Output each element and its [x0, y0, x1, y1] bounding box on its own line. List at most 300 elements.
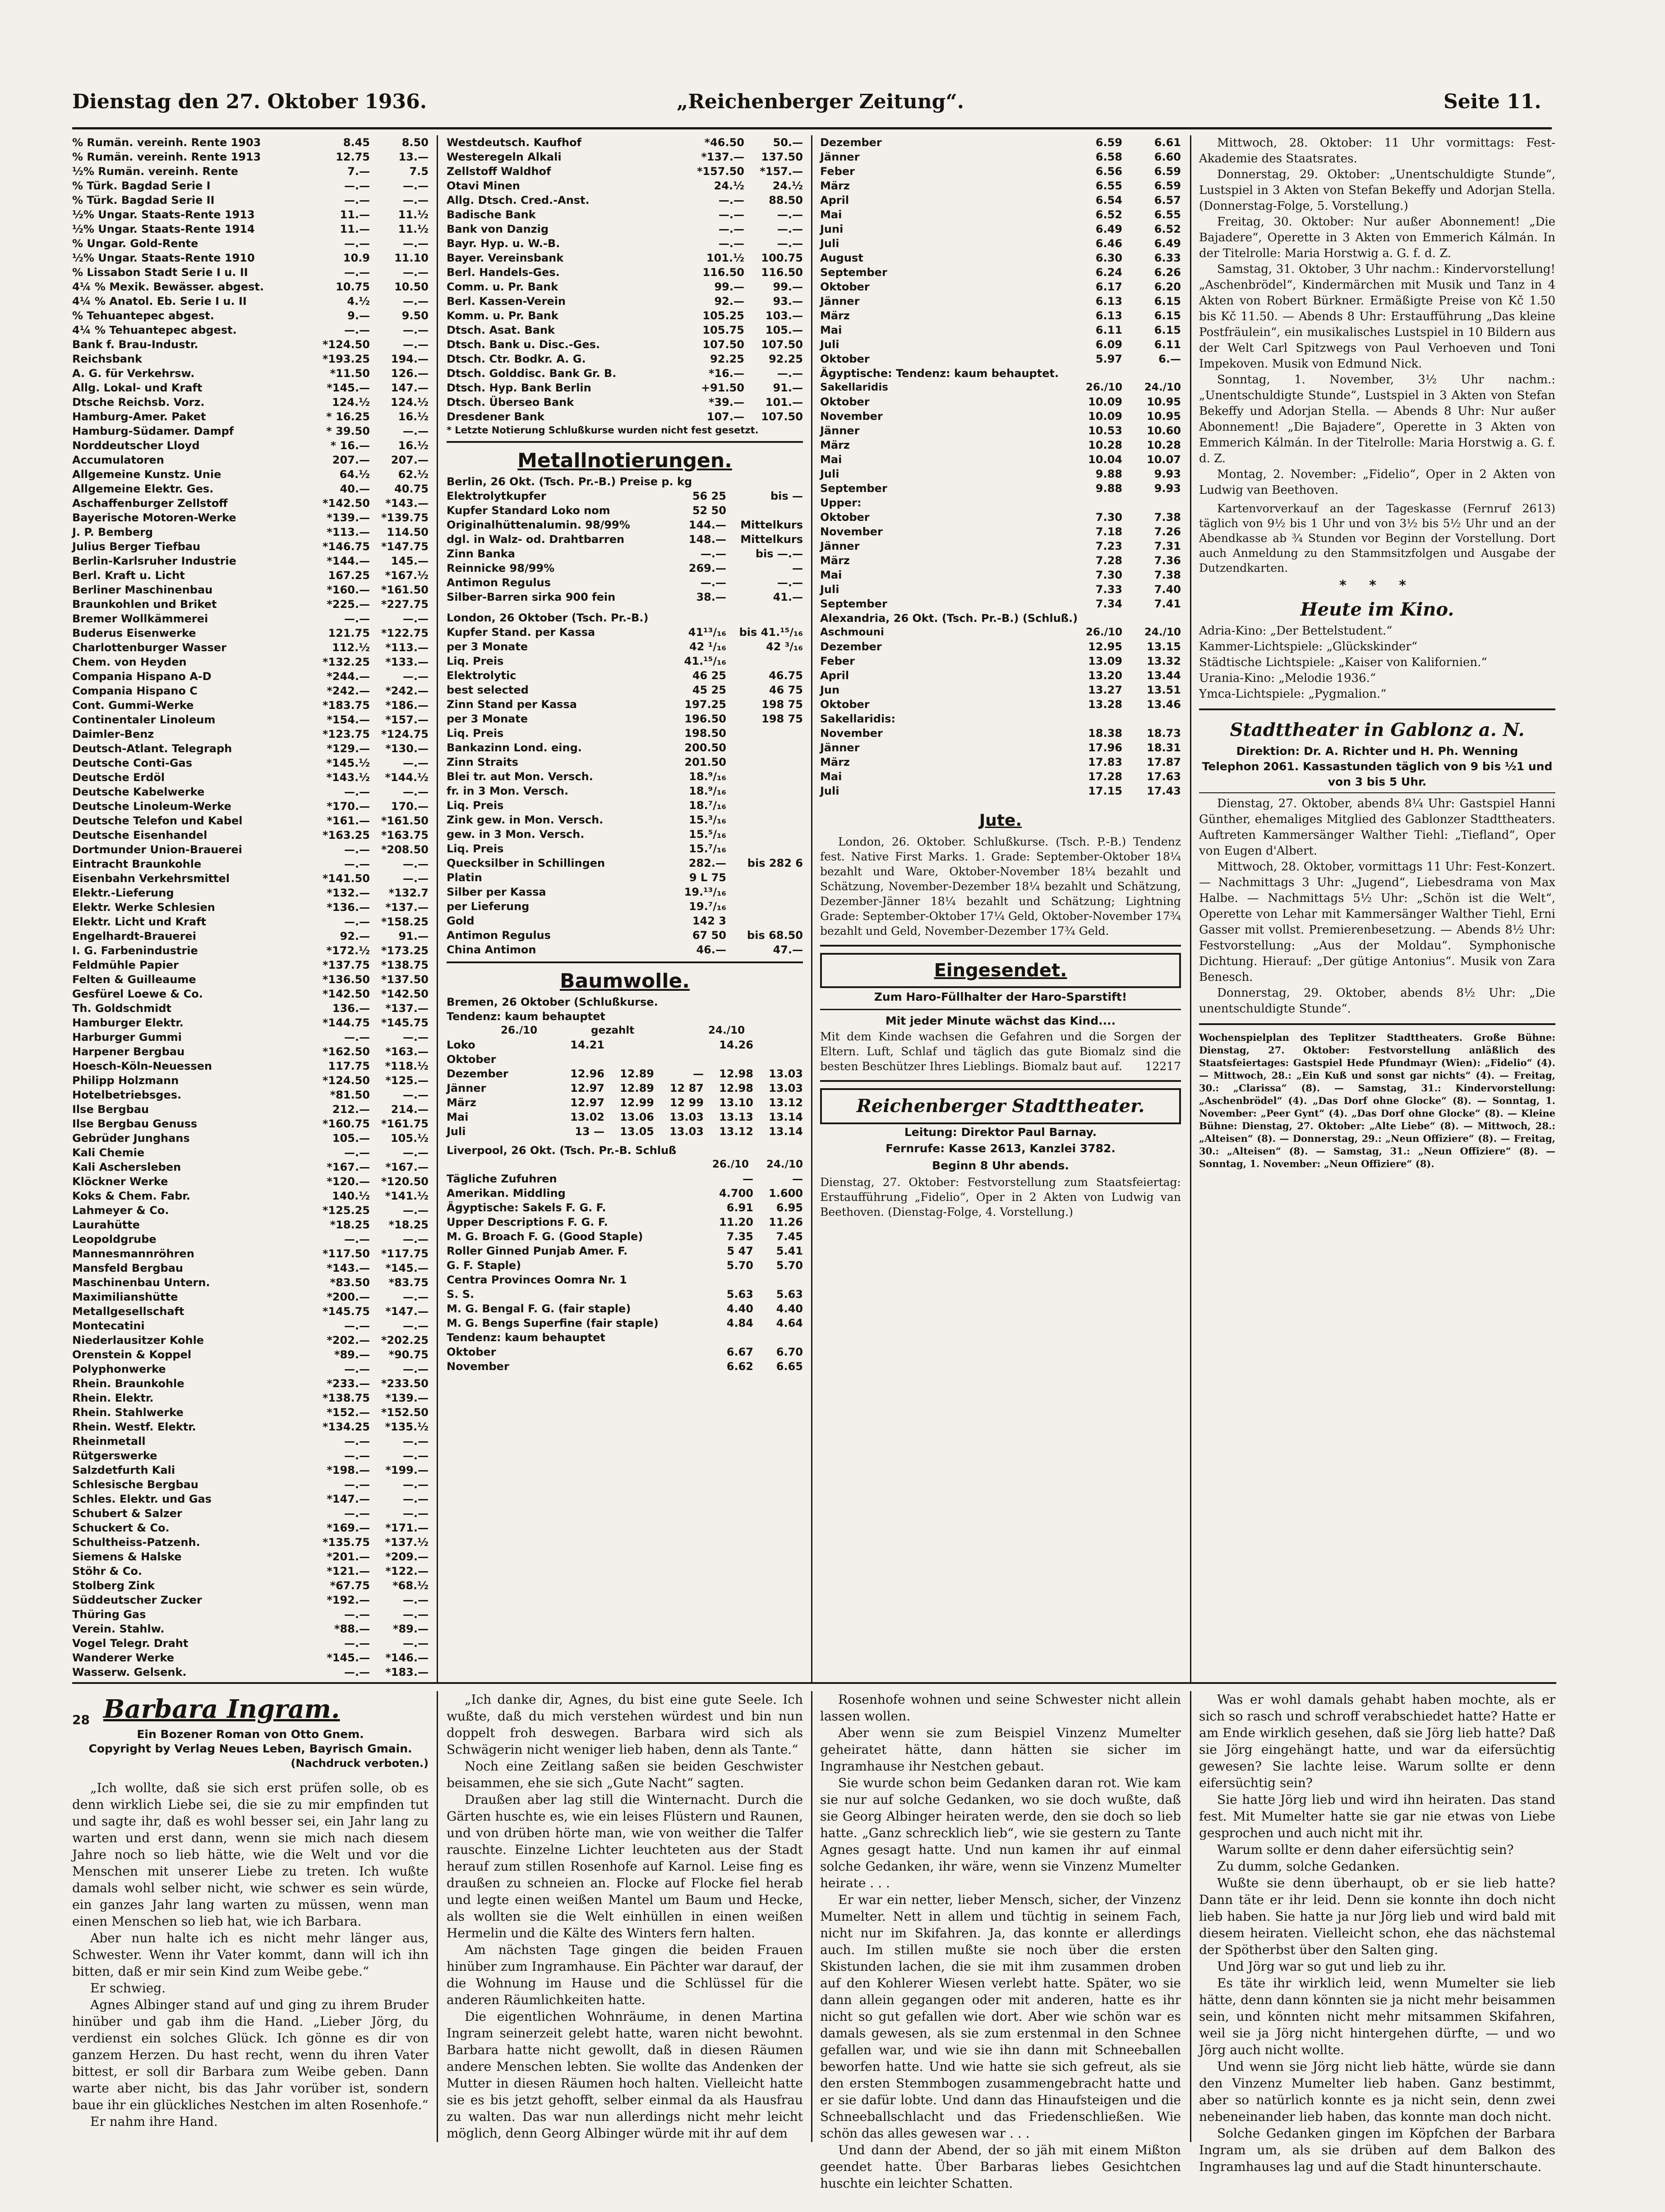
cotton-row-cell: 12.96 — [570, 1067, 604, 1080]
stock-row-cell: 112.½ — [332, 641, 370, 654]
stock-row-cell: 10.9 — [343, 252, 370, 264]
stock-row-cell: *186.— — [385, 699, 429, 712]
stock-row — [72, 482, 429, 496]
novel-paragraph: Solche Gedanken gingen im Köpfchen der Barbara Ingram um, als sie drüben auf dem Balkon des Ingramhauses lag und auf die Stadt hinunterschaute. — [1199, 2126, 1555, 2174]
stock-row-cell: *146.— — [385, 1651, 429, 1664]
stock-row-cell: Dtsch. Überseo Bank — [447, 396, 574, 409]
future-row-cell: 10.95 — [1147, 410, 1181, 423]
stock-row — [72, 1218, 429, 1232]
metal-row — [447, 798, 803, 813]
cotton-tendenz: Tendenz: kaum behauptet — [447, 1010, 605, 1023]
stock-row-cell: Ilse Bergbau — [72, 1103, 149, 1116]
future-row — [820, 568, 1181, 582]
stock-row-cell: —.— — [402, 670, 429, 683]
cotton-row — [447, 1110, 803, 1124]
stock-row-cell: Bayr. Hyp. u. W.-B. — [447, 237, 560, 250]
stock-row-cell: Süddeutscher Zucker — [72, 1594, 202, 1606]
stock-row-cell: *227.75 — [381, 598, 429, 611]
stock-row-cell: 121.75 — [328, 627, 370, 639]
stock-row-cell: Daimler-Benz — [72, 728, 154, 740]
cotton-row-cell: 5.63 — [776, 1288, 803, 1301]
header-page-number: Seite 11. — [1444, 90, 1541, 113]
stock-row-cell: Thüring Gas — [72, 1608, 146, 1621]
stock-row-cell: 107.50 — [702, 338, 744, 351]
stock-row-cell: Montecatini — [72, 1320, 145, 1332]
metal-london-head: London, 26 Oktober (Tsch. Pr.-B.) — [447, 612, 649, 624]
metal-row-cell: Bankazinn Lond. eing. — [447, 741, 582, 754]
stock-row-cell: ½% Rumän. vereinh. Rente — [72, 165, 239, 178]
stock-row-cell: *46.50 — [704, 136, 744, 149]
future-row-cell: 6.57 — [1154, 194, 1181, 207]
stock-row-cell: —.— — [402, 612, 429, 625]
jute-title: Jute. — [979, 811, 1022, 830]
stock-row-cell: *137.75 — [322, 959, 370, 971]
future-row-cell: Dezember — [820, 136, 882, 149]
stock-row-cell: 116.50 — [761, 266, 803, 279]
metal-row-cell: 200.50 — [684, 741, 726, 754]
cotton-row — [447, 1258, 803, 1273]
future-row-cell: Juli — [820, 237, 839, 250]
section-rule — [1199, 1023, 1555, 1025]
stock-row-cell: *157.— — [760, 165, 803, 178]
future-row — [820, 467, 1181, 481]
future-row-cell: 10.60 — [1147, 424, 1181, 437]
stock-row — [72, 424, 429, 438]
stock-row-cell: Badische Bank — [447, 208, 536, 221]
future-row — [820, 308, 1181, 323]
cotton-row — [447, 1359, 803, 1374]
future-row-cell: 7.18 — [1095, 525, 1122, 538]
metal-row-cell: Zink gew. in Mon. Versch. — [447, 814, 604, 826]
cotton-row-cell: 5.70 — [776, 1259, 803, 1272]
stock-row-cell: —.— — [402, 1435, 429, 1448]
novel-paragraph: Warum sollte er denn daher eifersüchtig sein? — [1217, 1842, 1514, 1857]
future-row — [820, 438, 1181, 452]
future-row-cell: Feber — [820, 655, 855, 667]
stock-row-cell: 4¼ % Mexik. Bewässer. abgest. — [72, 281, 264, 293]
stock-row-cell: *68.½ — [392, 1579, 429, 1592]
stock-row-cell: *157.50 — [696, 165, 744, 178]
cotton-row-cell: 6.95 — [776, 1201, 803, 1214]
future-row-cell: 7.31 — [1154, 540, 1181, 552]
stock-row — [447, 236, 803, 251]
cotton-row-cell: M. G. Bengal F. G. (fair staple) — [447, 1302, 631, 1315]
stock-row-cell: 124.½ — [390, 396, 429, 409]
stock-row-cell: 167.25 — [328, 569, 370, 582]
metal-row — [447, 726, 803, 740]
metal-row-cell — [726, 503, 803, 518]
metal-row-cell — [726, 740, 803, 755]
metal-row-cell: Elektrolytic — [447, 669, 517, 682]
novel-title: Barbara Ingram. — [103, 1694, 340, 1724]
stock-row-cell: *202.25 — [381, 1334, 429, 1347]
stock-row — [72, 857, 429, 871]
metal-row-cell — [726, 755, 803, 769]
metal-row-cell: Silber per Kassa — [447, 886, 546, 898]
novel-paragraph: Noch eine Zeitlang saßen sie beiden Geschwister beisammen, ehe sie sich „Gute Nacht“ sagten. — [447, 1759, 803, 1790]
theater-entry: Mittwoch, 28. Oktober: 11 Uhr vormittags: Fest-Akademie des Staatsrates. — [1199, 136, 1555, 166]
metal-row-cell: 46.75 — [769, 669, 803, 682]
stock-row-cell: *137.50 — [381, 973, 429, 986]
stock-row — [447, 179, 803, 193]
future-row-cell: 6.55 — [1154, 208, 1181, 221]
stock-row-cell: *154.— — [327, 713, 370, 726]
future-row-cell: 7.28 — [1095, 554, 1122, 567]
future-row-cell: März — [820, 439, 850, 451]
kino-title: Heute im Kino. — [1300, 599, 1454, 620]
future-row-cell: 6.20 — [1154, 281, 1181, 293]
cotton-row-cell: 6.65 — [776, 1360, 803, 1373]
future-row — [820, 582, 1181, 597]
stock-row-cell: 13.— — [398, 151, 429, 163]
stock-row-cell: Koks & Chem. Fabr. — [72, 1190, 190, 1202]
future-row-cell: September — [820, 482, 887, 495]
cotton-row-cell — [604, 1038, 654, 1052]
stock-row-cell: Eintracht Braunkohle — [72, 858, 202, 870]
stock-row — [447, 381, 803, 395]
stock-row — [72, 886, 429, 900]
stock-row-cell: Laurahütte — [72, 1219, 140, 1231]
stock-row-cell: Allgemeine Kunstz. Unie — [72, 468, 221, 481]
stock-row-cell: Compania Hispano A-D — [72, 670, 212, 683]
novel-paragraph: Und wenn sie Jörg nicht lieb hätte, würde sie dann den Vinzenz Mumelter lieb haben. Ganz bestimmt, aber so natürlich konnte es ja nicht sein, denn zwei nebeneinander lieb haben, das konnte man doch nicht. — [1199, 2059, 1555, 2124]
stock-row — [72, 1347, 429, 1362]
stock-row-cell: *137.— — [385, 1002, 429, 1015]
stock-row-cell: Continentaler Linoleum — [72, 713, 216, 726]
future-row-cell: 17.43 — [1147, 785, 1181, 797]
cotton-row-cell: Mai — [447, 1111, 469, 1123]
stock-row — [72, 539, 429, 554]
stock-row — [72, 1420, 429, 1434]
stock-row-cell: Maximilianshütte — [72, 1291, 178, 1303]
cotton-row-cell — [555, 1052, 604, 1067]
stock-row-cell: Chem. von Heyden — [72, 656, 187, 668]
stock-row-cell: Orenstein & Koppel — [72, 1348, 192, 1361]
metal-row — [447, 683, 803, 697]
metal-row-cell: bis 68.50 — [747, 929, 803, 942]
stock-row-cell: *139.— — [385, 1392, 429, 1404]
cotton-row-cell: Tägliche Zufuhren — [447, 1173, 557, 1185]
theater-entry: Montag, 2. November: „Fidelio“, Oper in 2 Akten von Ludwig van Beethoven. — [1199, 468, 1555, 497]
metal-row-cell: —.— — [777, 576, 803, 589]
stock-row-cell: *130.— — [385, 742, 429, 755]
metal-row-cell: Antimon Regulus — [447, 929, 551, 942]
stock-row-cell: Mansfeld Bergbau — [72, 1262, 183, 1274]
cotton-row-cell: 12.99 — [620, 1096, 654, 1109]
cotton-liverpool-head: Liverpool, 26 Okt. (Tsch. Pr.-B. Schluß — [447, 1144, 677, 1157]
metal-row-cell: bis 41.¹⁵/₁₆ — [739, 626, 803, 639]
future-row-cell: 6.60 — [1154, 151, 1181, 163]
cotton-row-cell — [704, 1052, 753, 1067]
stock-row-cell: *145.— — [327, 1651, 370, 1664]
stock-row-cell: Hoesch-Köln-Neuessen — [72, 1060, 212, 1072]
future-row-cell: Mai — [820, 324, 842, 336]
stock-row-cell: —.— — [718, 223, 744, 235]
stock-row-cell: *135.½ — [385, 1421, 429, 1433]
stock-row-cell: 92.25 — [769, 353, 803, 365]
future-row-cell: 6.55 — [1095, 179, 1122, 192]
stock-row-cell: Th. Goldschmidt — [72, 1002, 172, 1015]
stock-row-cell: *120.50 — [381, 1175, 429, 1188]
metal-row — [447, 654, 803, 668]
stock-row-cell: A. G. für Verkehrsw. — [72, 367, 195, 380]
gablonz-entry: Dienstag, 27. Oktober, abends 8¼ Uhr: Gastspiel Hanni Günther, ehemaliges Mitglied des Gablonzer Stadttheaters. Auftreten Kammersänger Walther Tiehl: „Tiefland“, Oper von Eugen d'Albert. — [1199, 797, 1555, 858]
novel-paragraph: Am nächsten Tage gingen die beiden Frauen hinüber zum Ingramhause. Ein Pächter war darauf, der die Wohnung im Hause und die Schlüssel für die anderen Räumlichkeiten hatte. — [447, 1942, 803, 2007]
stock-row — [72, 1521, 429, 1535]
section-rule — [72, 1682, 1556, 1684]
future-row — [820, 409, 1181, 423]
header-paper-title: „Reichenberger Zeitung“. — [677, 90, 964, 113]
metal-row-cell: 148.— — [688, 533, 726, 546]
metal-row-cell — [726, 827, 803, 842]
future-row-cell: Oktober — [820, 511, 870, 524]
future-row-cell: 6.59 — [1154, 165, 1181, 178]
kino-entry: Kammer-Lichtspiele: „Glückskinder“ — [1199, 640, 1418, 653]
theater-fernruf: Fernrufe: Kasse 2613, Kanzlei 3782. — [886, 1142, 1116, 1155]
future-row — [820, 337, 1181, 352]
stock-row — [447, 251, 803, 265]
stock-row-cell: —.— — [402, 786, 429, 798]
cotton-row-cell — [753, 1052, 803, 1067]
stock-row-cell: 99.— — [714, 281, 744, 293]
stock-row-cell: Cont. Gummi-Werke — [72, 699, 194, 712]
future-row-cell: Dezember — [820, 640, 882, 653]
stock-row-cell: *136.50 — [322, 973, 370, 986]
stock-row-cell: Salzdetfurth Kali — [72, 1464, 175, 1476]
future-row-cell: 6.17 — [1095, 281, 1122, 293]
kino-entry: Adria-Kino: „Der Bettelstudent.“ — [1199, 624, 1393, 638]
future-row-cell: März — [820, 179, 850, 192]
future-row — [820, 150, 1181, 164]
theater-title: Reichenberger Stadttheater. — [856, 1095, 1145, 1117]
column-divider — [437, 1691, 438, 2142]
cotton-row-cell: 12.97 — [570, 1096, 604, 1109]
stock-row-cell: —.— — [402, 1449, 429, 1462]
stock-row-cell: 207.— — [391, 454, 429, 466]
stock-row-cell: 11.10 — [394, 252, 429, 264]
stock-row-cell: *201.— — [327, 1550, 370, 1563]
stock-row-cell: Elektr.-Lieferung — [72, 887, 174, 899]
future-row-cell: 9.88 — [1095, 468, 1122, 480]
stock-row-cell: Metallgesellschaft — [72, 1305, 184, 1318]
metal-row-cell: Liq. Preis — [447, 842, 504, 855]
metal-row-cell: Liq. Preis — [447, 799, 504, 812]
cotton-row-cell: 4.64 — [776, 1317, 803, 1329]
stock-row-cell: —.— — [777, 223, 803, 235]
future-row — [820, 740, 1181, 755]
stock-row-cell: —.— — [402, 179, 429, 192]
future-row-cell: 6.52 — [1154, 223, 1181, 235]
stock-row-cell: Braunkohlen und Briket — [72, 598, 217, 611]
novel-installment: 28 — [72, 1712, 90, 1727]
novel-paragraph: Und Jörg war so gut und lieb zu ihr. — [1217, 1959, 1447, 1974]
stock-row-cell: * 39.50 — [326, 425, 370, 437]
future-row-cell: Oktober — [820, 281, 870, 293]
future-row — [820, 352, 1181, 366]
stock-row-cell: 10.50 — [394, 281, 429, 293]
stock-row-cell: 207.— — [332, 454, 370, 466]
stock-row — [72, 1131, 429, 1145]
stock-row — [72, 323, 429, 337]
stock-row-cell: Aschaffenburger Zellstoff — [72, 497, 228, 510]
future-row — [820, 697, 1181, 712]
metal-row-cell: 269.— — [688, 562, 726, 575]
cotton-row-cell: 13.06 — [620, 1111, 654, 1123]
stock-row — [72, 1376, 429, 1391]
stock-row-cell: *132.25 — [322, 656, 370, 668]
stock-row-cell: *142.50 — [381, 988, 429, 1000]
stock-row — [72, 395, 429, 409]
stock-row-cell: Bayer. Vereinsbank — [447, 252, 564, 264]
stock-row-cell: *138.75 — [381, 959, 429, 971]
cotton-row-cell: Ägyptische: Sakels F. G. F. — [447, 1201, 606, 1214]
stock-row-cell: *123.75 — [322, 728, 370, 740]
stock-row-cell: Komm. u. Pr. Bank — [447, 309, 558, 322]
future-row-cell: 7.26 — [1154, 525, 1181, 538]
future-row-cell: 13.46 — [1147, 698, 1181, 711]
stock-row — [72, 453, 429, 467]
stock-row-cell: *183.— — [385, 1666, 429, 1679]
future-row-cell: 6.11 — [1095, 324, 1122, 336]
stock-row — [72, 438, 429, 453]
metal-row-cell: 282.— — [688, 857, 726, 869]
cotton-row — [447, 1038, 803, 1052]
stock-row-cell: 140.½ — [332, 1190, 370, 1202]
stock-row-cell: *242.— — [327, 685, 370, 697]
stock-row — [72, 1665, 429, 1679]
metal-row-cell: 46 25 — [692, 669, 726, 682]
cotton-row — [447, 1081, 803, 1095]
stock-row-cell: Deutsche Conti-Gas — [72, 757, 193, 769]
metal-row — [447, 899, 803, 914]
stock-row-cell: *143.½ — [326, 771, 370, 784]
column-divider — [811, 1691, 812, 2142]
metal-row — [447, 856, 803, 870]
stock-row-cell: *152.50 — [381, 1406, 429, 1419]
metal-row — [447, 639, 803, 654]
cotton-row-cell: M. G. Bengs Superfine (fair staple) — [447, 1317, 659, 1329]
stock-row-cell: 8.45 — [343, 136, 370, 149]
future-row-cell: März — [820, 309, 850, 322]
cotton-row-cell: 1.600 — [769, 1187, 803, 1200]
stock-row-cell: *11.50 — [330, 367, 370, 380]
stock-row — [72, 655, 429, 669]
cotton-row-cell: 12.89 — [620, 1082, 654, 1095]
stock-row — [72, 1145, 429, 1160]
column-divider — [437, 135, 438, 1682]
future-row-cell: 6.15 — [1154, 295, 1181, 308]
future-row-cell: 13.20 — [1088, 669, 1122, 682]
metal-row-cell: 38.— — [696, 591, 726, 603]
stock-row — [72, 568, 429, 583]
novel-paragraph: Und dann der Abend, der so jäh mit einem Mißton geendet hatte. Über Barbaras liebes Gesichtchen huschte ein leichter Schatten. — [820, 2143, 1181, 2191]
metal-row-cell: per 3 Monate — [447, 713, 528, 725]
cotton-row — [447, 1215, 803, 1229]
future-row-cell: Juli — [820, 785, 839, 797]
future-row-cell: Jun — [820, 684, 840, 696]
future-row — [820, 524, 1181, 539]
stock-row — [72, 179, 429, 193]
metal-row — [447, 943, 803, 957]
eingesendet-text: Mit dem Kinde wachsen die Gefahren und die Sorgen der Eltern. Luft, Schlaf und täglich das gute Biomalz sind die besten Beschützer Ihres Lieblings. Biomalz baut auf. 12217 — [820, 1030, 1181, 1073]
stock-row-cell: % Lissabon Stadt Serie I u. II — [72, 266, 248, 279]
stock-row — [72, 583, 429, 597]
metal-row — [447, 914, 803, 928]
cotton-row-cell: 4.700 — [719, 1187, 753, 1200]
future-row-cell: 17.28 — [1088, 770, 1122, 783]
future-row-cell: 17.83 — [1088, 756, 1122, 768]
stock-row-cell: 107.50 — [761, 410, 803, 423]
stock-row-cell: *192.— — [327, 1594, 370, 1606]
gablonz-program — [1199, 796, 1555, 1017]
stock-row-cell: I. G. Farbenindustrie — [72, 944, 198, 957]
stock-row — [72, 799, 429, 814]
stock-row-cell: *117.50 — [322, 1247, 370, 1260]
stock-row — [72, 193, 429, 207]
stock-row-cell: Bank f. Brau-Industr. — [72, 338, 198, 351]
cotton-row-cell: 13.14 — [769, 1125, 803, 1138]
stock-row-cell: 24.½ — [714, 179, 744, 192]
metal-row-cell: 52 50 — [692, 504, 726, 517]
stock-row — [72, 1391, 429, 1405]
future-row — [820, 481, 1181, 496]
future-row — [820, 280, 1181, 294]
metal-row-cell: Liq. Preis — [447, 727, 504, 740]
future-row-cell: 7.38 — [1154, 511, 1181, 524]
future-row — [820, 639, 1181, 654]
stock-row — [72, 1607, 429, 1622]
future-row — [820, 265, 1181, 280]
stock-row — [72, 1593, 429, 1607]
cotton-row-cell: G. F. Staple) — [447, 1259, 521, 1272]
stock-row-cell: Hamburg-Südamer. Dampf — [72, 425, 234, 437]
stock-row-cell: —.— — [402, 324, 429, 336]
metal-row-cell: 15.⁵/₁₆ — [689, 828, 726, 841]
stock-row-cell: Otavi Minen — [447, 179, 520, 192]
theater-leitung: Leitung: Direktor Paul Barnay. — [904, 1126, 1097, 1139]
future-row — [820, 553, 1181, 568]
stock-row-cell: *89.— — [392, 1623, 429, 1635]
future-row-cell: 10.28 — [1088, 439, 1122, 451]
stock-row-cell: 8.50 — [401, 136, 429, 149]
stock-row — [72, 612, 429, 626]
stock-row-cell: Dtsch. Asat. Bank — [447, 324, 555, 336]
future-row-cell: 6.33 — [1154, 252, 1181, 264]
stock-row-cell: *122.— — [385, 1565, 429, 1577]
theater-column — [1199, 135, 1555, 1682]
stock-row — [72, 1016, 429, 1030]
theater-entry: Freitag, 30. Oktober: Nur außer Abonnement! „Die Bajadere“, Operette in 3 Akten von Emmerich Kálmán. In der Titelrolle: Maria Horstwig a. G. f. d. Z. — [1199, 215, 1555, 260]
stock-row — [72, 684, 429, 698]
stock-row-cell: Schlesische Bergbau — [72, 1478, 198, 1491]
stock-row-cell: *83.50 — [330, 1276, 370, 1289]
stock-row-cell: 117.75 — [328, 1060, 370, 1072]
future-row — [820, 135, 1181, 150]
stock-row-cell: 101.½ — [706, 252, 744, 264]
metal-row-cell — [726, 726, 803, 740]
cotton-row-cell — [654, 1052, 704, 1067]
stock-row-cell: Leopoldgrube — [72, 1233, 157, 1246]
stock-row-cell: Rhein. Braunkohle — [72, 1377, 184, 1390]
kino-entry: Urania-Kino: „Melodie 1936.“ — [1199, 671, 1376, 685]
stock-row-cell: —.— — [402, 295, 429, 308]
metal-row — [447, 813, 803, 827]
cotton-row-cell: 6.62 — [726, 1360, 753, 1373]
stock-row — [72, 164, 429, 179]
ashm-head: Aschmouni 26./10 24./10 — [820, 626, 1181, 638]
stock-row — [72, 1275, 429, 1290]
stock-row-cell: *125.25 — [322, 1204, 370, 1217]
